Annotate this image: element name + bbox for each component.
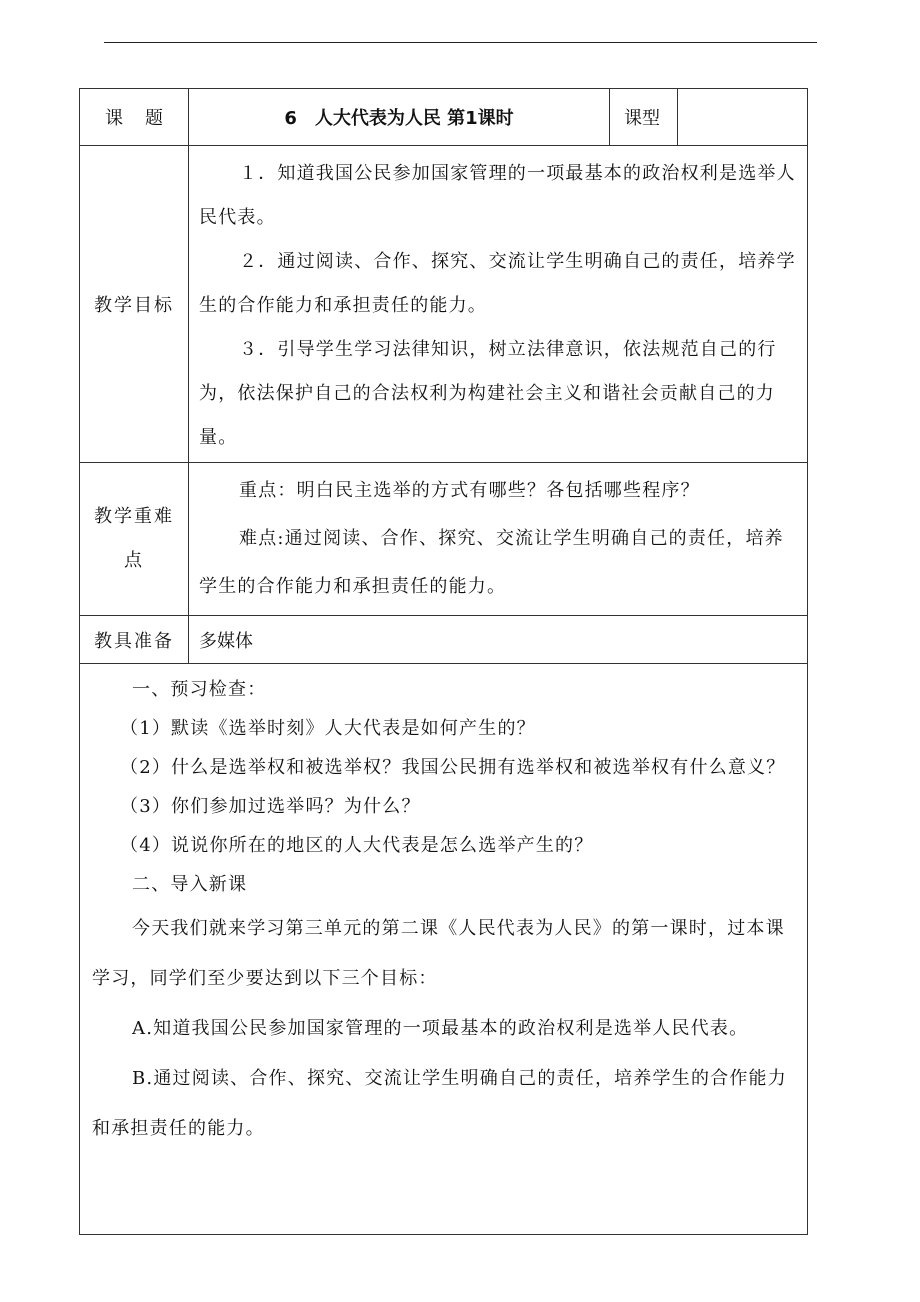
goal-item: ２．通过阅读、合作、探究、交流让学生明确自己的责任，培养学生的合作能力和承担责任的能力。: [199, 251, 796, 316]
goal-b: B.通过阅读、合作、探究、交流让学生明确自己的责任，培养学生的合作能力和承担责任的能力。: [92, 1068, 787, 1139]
section2-title: 二、导入新课: [132, 874, 248, 895]
keys-label-line1: 教学重难: [94, 506, 174, 527]
content-row: [80, 664, 808, 1235]
title-label: 课题: [80, 89, 189, 146]
goals-row: [80, 146, 808, 463]
keys-label-line2: 点: [124, 550, 144, 571]
keys-label: [80, 463, 189, 616]
goal-a: A.知道我国公民参加国家管理的一项最基本的政治权利是选举人民代表。: [132, 1018, 749, 1039]
keys-cell: [189, 463, 808, 616]
title-row: [80, 89, 808, 146]
section1-title: 一、预习检查：: [132, 679, 267, 700]
lesson-plan-table: [79, 88, 808, 1235]
question-1: （1）默读《选举时刻》人大代表是如何产生的？: [120, 718, 536, 739]
difficult-point: 难点:通过阅读、合作、探究、交流让学生明确自己的责任，培养学生的合作能力和承担责任的能力。: [199, 528, 784, 597]
question-2: （2）什么是选举权和被选举权？我国公民拥有选举权和被选举权有什么意义？: [120, 757, 786, 778]
type-label: 课型: [610, 89, 678, 146]
goal-item: ３．引导学生学习法律知识，树立法律意识，依法规范自己的行为，依法保护自己的合法权利为构建社会主义和谐社会贡献自己的力量。: [199, 339, 777, 448]
question-4: （4）说说你所在的地区的人大代表是怎么选举产生的？: [120, 835, 594, 856]
goal-item: １．知道我国公民参加国家管理的一项最基本的政治权利是选举人民代表。: [199, 163, 796, 228]
intro-paragraph: 今天我们就来学习第三单元的第二课《人民代表为人民》的第一课时，过本课学习，同学们至少要达到以下三个目标：: [92, 918, 785, 989]
tools-value: 多媒体: [189, 616, 808, 664]
header-rule: [104, 42, 817, 43]
goals-label: 教学目标: [80, 146, 189, 463]
goals-cell: [189, 146, 808, 463]
key-point: 重点：明白民主选举的方式有哪些？各包括哪些程序？: [239, 480, 700, 501]
question-3: （3）你们参加过选举吗？为什么？: [120, 796, 421, 817]
type-value: [678, 89, 808, 146]
tools-label: 教具准备: [80, 616, 189, 664]
tools-row: [80, 616, 808, 664]
content-cell: [80, 664, 808, 1235]
lesson-title: 6 人大代表为人民 第1课时: [189, 89, 610, 146]
keys-row: [80, 463, 808, 616]
